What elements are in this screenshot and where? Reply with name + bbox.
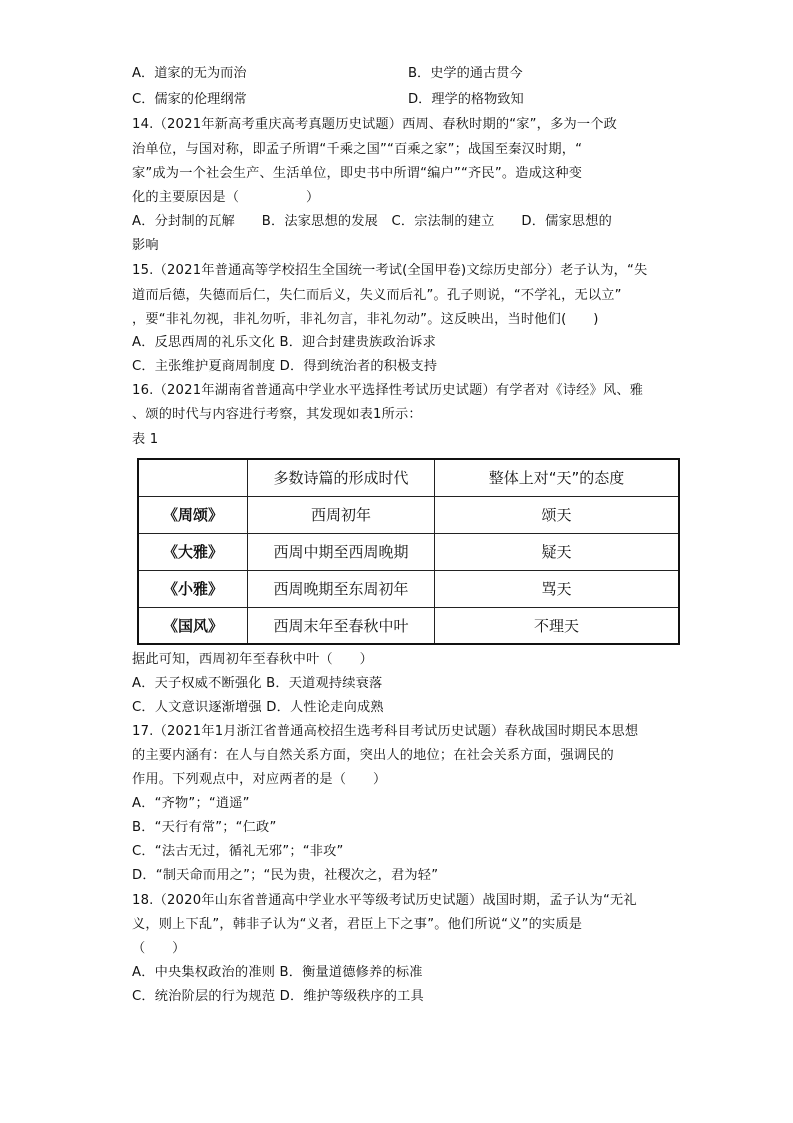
table-row-header: 《大雅》 [138, 533, 248, 570]
q17-line-3: 作用。下列观点中，对应两者的是（ ） [132, 772, 387, 787]
q17-line-1: 17.（2021年1月浙江省普通高校招生选考科目考试历史试题）春秋战国时期民本思想 [132, 724, 639, 739]
q15-line-3: ，要“非礼勿视，非礼勿听，非礼勿言，非礼勿动”。这反映出，当时他们( ) [132, 312, 599, 327]
table-row-header: 《周颂》 [138, 496, 248, 533]
q15-line-5: C．主张维护夏商周制度 D．得到统治者的积极支持 [132, 359, 438, 374]
q18-line-2: 义，则上下乱”，韩非子认为“义者，君臣上下之事”。他们所说“义”的实质是 [132, 917, 583, 932]
poetry-table [137, 458, 680, 645]
q18-line-4: A．中央集权政治的准则 B．衡量道德修养的标准 [132, 965, 423, 980]
table-row [138, 533, 679, 570]
q14-line-5: A．分封制的瓦解 B．法家思想的发展 C．宗法制的建立 D．儒家思想的 [132, 214, 613, 229]
q16-line-2: 、颂的时代与内容进行考察，其发现如表1所示： [132, 407, 422, 422]
q14-line-6: 影响 [132, 238, 159, 253]
q16-line-3: 据此可知，西周初年至春秋中叶（ ） [132, 652, 373, 667]
q15-line-4: A．反思西周的礼乐文化 B．迎合封建贵族政治诉求 [132, 335, 436, 350]
q17-line-5: B．“天行有常”；“仁政” [132, 820, 277, 835]
q14-line-4: 化的主要原因是（ ） [132, 190, 320, 205]
table-cell: 骂天 [435, 570, 680, 607]
q13-option-a: A．道家的无为而治 [132, 66, 247, 81]
table-cell: 西周初年 [248, 496, 435, 533]
table-caption: 表 1 [132, 432, 159, 447]
table-cell: 不理天 [435, 607, 680, 644]
q17-line-2: 的主要内涵有：在人与自然关系方面，突出人的地位；在社会关系方面，强调民的 [132, 748, 614, 763]
table-cell: 西周中期至西周晚期 [248, 533, 435, 570]
q14-line-2: 治单位，与国对称，即孟子所谓“千乘之国”“百乘之家”；战国至秦汉时期，“ [132, 142, 583, 157]
table-header-cell: 多数诗篇的形成时代 [248, 459, 435, 496]
table-cell: 疑天 [435, 533, 680, 570]
q16-line-5: C．人文意识逐渐增强 D．人性论走向成熟 [132, 700, 384, 715]
table-cell: 西周末年至春秋中叶 [248, 607, 435, 644]
table-row [138, 607, 679, 644]
table-cell: 西周晚期至东周初年 [248, 570, 435, 607]
q14-line-1: 14.（2021年新高考重庆高考真题历史试题）西周、春秋时期的“家”，多为一个政 [132, 117, 618, 132]
q15-line-1: 15.（2021年普通高等学校招生全国统一考试(全国甲卷)文综历史部分）老子认为，“失 [132, 263, 648, 278]
q13-option-d: D．理学的格物致知 [408, 92, 524, 107]
table-header-cell [138, 459, 248, 496]
q13-option-c: C．儒家的伦理纲常 [132, 92, 247, 107]
q17-line-6: C．“法古无过，循礼无邪”；“非攻” [132, 844, 344, 859]
table-row-header: 《国风》 [138, 607, 248, 644]
q17-line-7: D．“制天命而用之”；“民为贵，社稷次之，君为轻” [132, 868, 439, 883]
q13-option-b: B．史学的通古贯今 [408, 66, 523, 81]
q18-line-1: 18.（2020年山东省普通高中学业水平等级考试历史试题）战国时期，孟子认为“无礼 [132, 893, 637, 908]
q14-line-3: 家”成为一个社会生产、生活单位，即史书中所谓“编户”“齐民”。造成这种变 [132, 166, 583, 181]
q16-line-4: A．天子权威不断强化 B．天道观持续衰落 [132, 676, 383, 691]
table-row [138, 570, 679, 607]
table-row-header: 《小雅》 [138, 570, 248, 607]
table-header-row [138, 459, 679, 496]
q17-line-4: A．“齐物”；“逍遥” [132, 796, 250, 811]
q15-line-2: 道而后德，失德而后仁，失仁而后义，失义而后礼”。孔子则说，“不学礼，无以立” [132, 288, 622, 303]
table-row [138, 496, 679, 533]
q18-line-5: C．统治阶层的行为规范 D．维护等级秩序的工具 [132, 989, 424, 1004]
table-header-cell: 整体上对“天”的态度 [435, 459, 680, 496]
table-cell: 颂天 [435, 496, 680, 533]
q18-line-3: （ ） [132, 941, 186, 956]
q16-line-1: 16.（2021年湖南省普通高中学业水平选择性考试历史试题）有学者对《诗经》风、雅 [132, 383, 644, 398]
